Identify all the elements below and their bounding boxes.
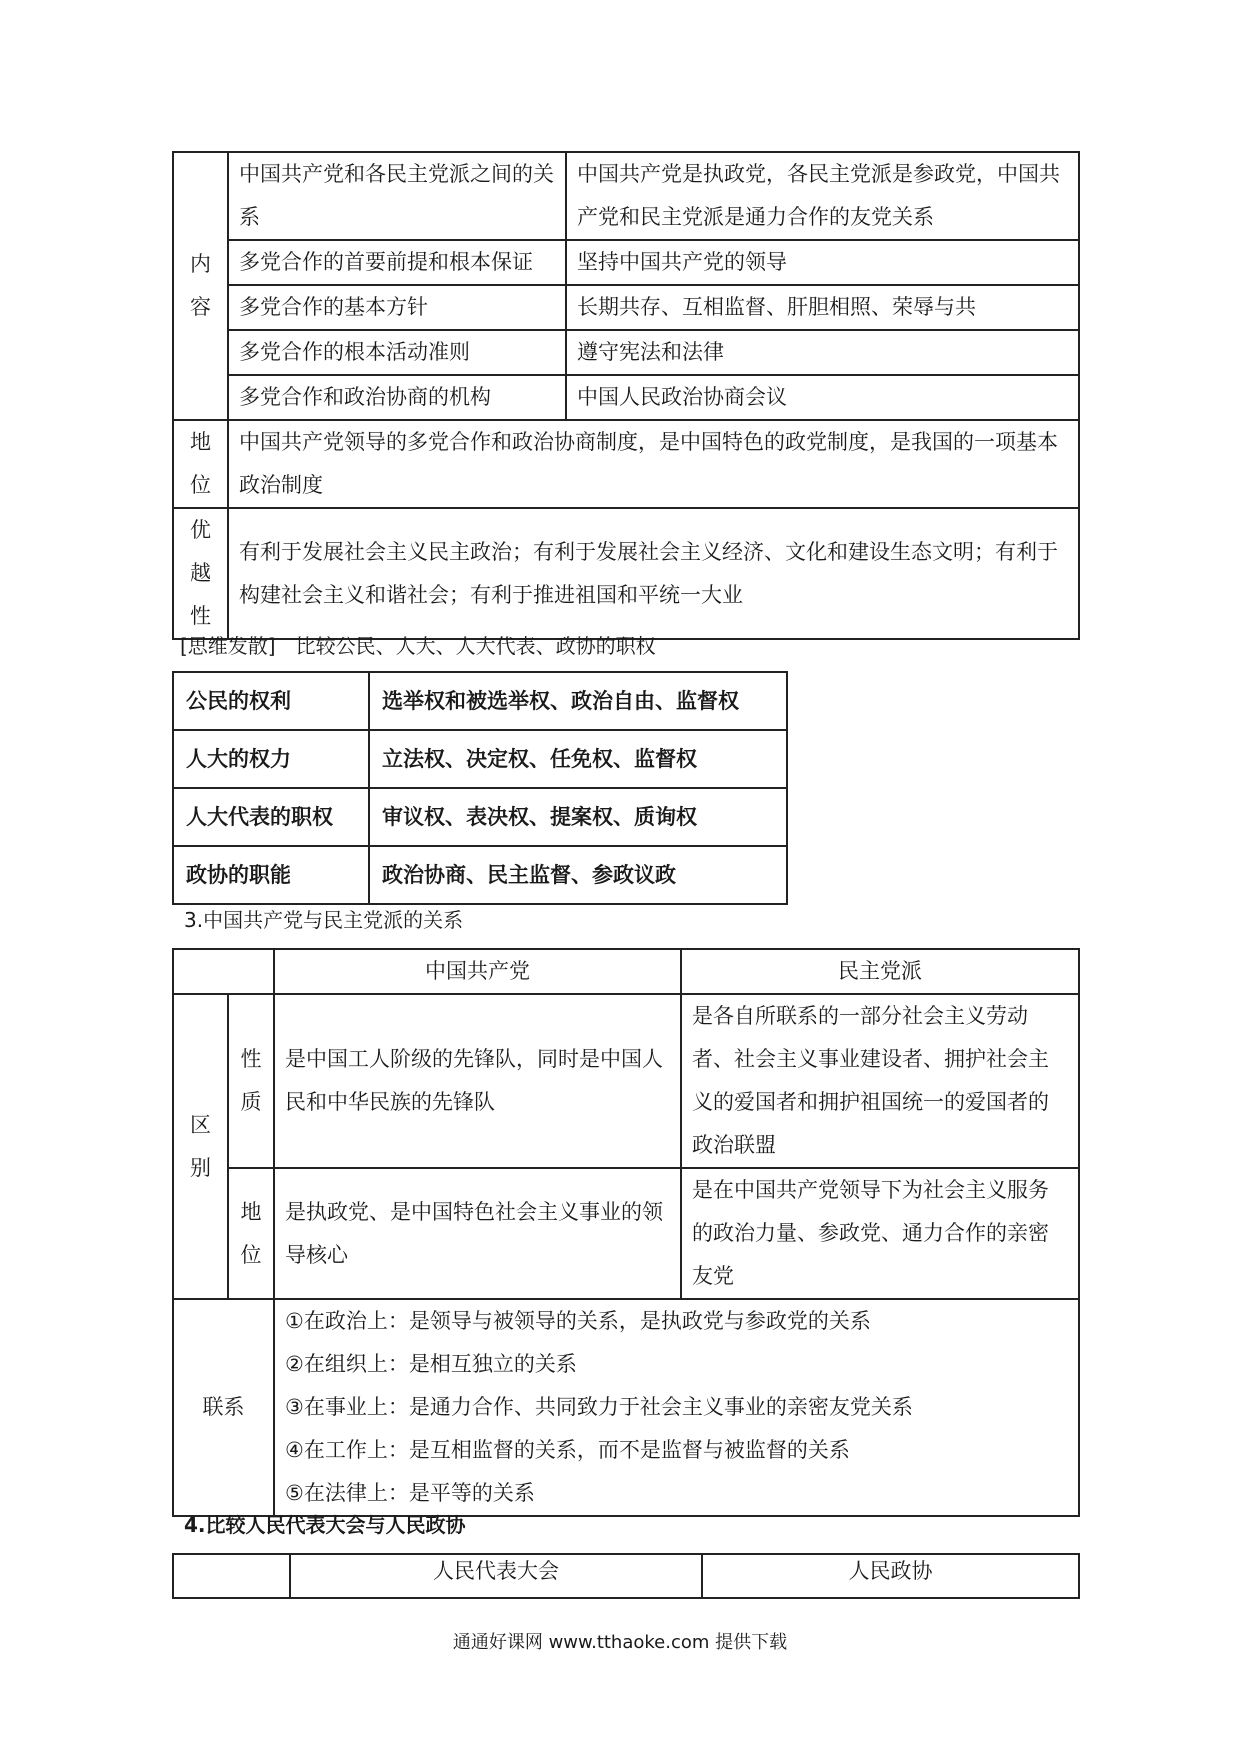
heading-3: 3.中国共产党与民主党派的关系 xyxy=(184,908,464,932)
table-row xyxy=(173,375,1079,420)
table-row xyxy=(173,420,1079,508)
col-header-parties: 民主党派 xyxy=(681,949,1079,994)
table-row xyxy=(173,730,787,788)
empty-header-cell xyxy=(173,1554,290,1598)
link-item: ③在事业上：是通力合作、共同致力于社会主义事业的亲密友党关系 xyxy=(285,1395,913,1419)
table-row xyxy=(173,285,1079,330)
table-row xyxy=(173,846,787,904)
powers-compare-table xyxy=(172,671,788,905)
table-row xyxy=(173,788,787,846)
content-item: 多党合作的基本方针 xyxy=(228,285,566,330)
row-label-link: 联系 xyxy=(173,1299,274,1516)
link-item: ④在工作上：是互相监督的关系，而不是监督与被监督的关系 xyxy=(285,1438,850,1462)
row-label-status: 地 位 xyxy=(173,420,228,508)
content-value: 坚持中国共产党的领导 xyxy=(566,240,1079,285)
cpc-parties-relation-table xyxy=(172,948,1080,1517)
content-cell: 立法权、决定权、任免权、监督权 xyxy=(369,730,787,788)
row-label-content: 内 容 xyxy=(173,152,228,420)
content-value: 长期共存、互相监督、肝胆相照、荣辱与共 xyxy=(566,285,1079,330)
link-item: ②在组织上：是相互独立的关系 xyxy=(285,1352,577,1376)
subject-cell: 人大代表的职权 xyxy=(173,788,369,846)
table-row xyxy=(173,508,1079,639)
table-row xyxy=(173,1299,1079,1516)
row-label-nature: 性 质 xyxy=(228,994,274,1168)
content-value: 遵守宪法和法律 xyxy=(566,330,1079,375)
table-row xyxy=(173,994,1079,1168)
table-row xyxy=(173,1168,1079,1299)
content-cell: 选举权和被选举权、政治自由、监督权 xyxy=(369,672,787,730)
content-value: 中国共产党是执政党，各民主党派是参政党，中国共产党和民主党派是通力合作的友党关系 xyxy=(566,152,1079,240)
heading-thinking: [思维发散] 比较公民、人大、人大代表、政协的职权 xyxy=(180,634,656,658)
subject-cell: 政协的职能 xyxy=(173,846,369,904)
content-cell: 审议权、表决权、提案权、质询权 xyxy=(369,788,787,846)
table-row xyxy=(173,949,1079,994)
heading-4: 4.比较人民代表大会与人民政协 xyxy=(184,1513,466,1537)
content-item: 多党合作的根本活动准则 xyxy=(228,330,566,375)
col-header-npc: 人民代表大会 xyxy=(290,1554,702,1598)
content-value: 中国人民政治协商会议 xyxy=(566,375,1079,420)
content-cell: 政治协商、民主监督、参政议政 xyxy=(369,846,787,904)
table-row xyxy=(173,152,1079,240)
content-item: 多党合作的首要前提和根本保证 xyxy=(228,240,566,285)
position-cpc: 是执政党、是中国特色社会主义事业的领导核心 xyxy=(274,1168,681,1299)
page-footer: 通通好课网 www.tthaoke.com 提供下载 xyxy=(452,1632,788,1653)
npc-cppcc-compare-table xyxy=(172,1553,1080,1599)
row-label-diff: 区 别 xyxy=(173,994,228,1299)
empty-header-cell xyxy=(173,949,274,994)
col-header-cppcc: 人民政协 xyxy=(702,1554,1079,1598)
row-label-position: 地 位 xyxy=(228,1168,274,1299)
nature-parties: 是各自所联系的一部分社会主义劳动者、社会主义事业建设者、拥护社会主义的爱国者和拥护祖国统一的爱国者的政治联盟 xyxy=(681,994,1079,1168)
position-parties: 是在中国共产党领导下为社会主义服务的政治力量、参政党、通力合作的亲密友党 xyxy=(681,1168,1079,1299)
status-text: 中国共产党领导的多党合作和政治协商制度，是中国特色的政党制度，是我国的一项基本政治制度 xyxy=(228,420,1079,508)
row-label-advantage: 优 越 性 xyxy=(173,508,228,639)
content-item: 多党合作和政治协商的机构 xyxy=(228,375,566,420)
link-item: ①在政治上：是领导与被领导的关系，是执政党与参政党的关系 xyxy=(285,1309,871,1333)
table-row xyxy=(173,330,1079,375)
subject-cell: 人大的权力 xyxy=(173,730,369,788)
table-row xyxy=(173,672,787,730)
table-row xyxy=(173,240,1079,285)
content-item: 中国共产党和各民主党派之间的关系 xyxy=(228,152,566,240)
col-header-cpc: 中国共产党 xyxy=(274,949,681,994)
link-item: ⑤在法律上：是平等的关系 xyxy=(285,1481,535,1505)
table-row xyxy=(173,1554,1079,1598)
nature-cpc: 是中国工人阶级的先锋队，同时是中国人民和中华民族的先锋队 xyxy=(274,994,681,1168)
advantage-text: 有利于发展社会主义民主政治；有利于发展社会主义经济、文化和建设生态文明；有利于构建社会主义和谐社会；有利于推进祖国和平统一大业 xyxy=(228,508,1079,639)
party-system-table xyxy=(172,151,1080,640)
subject-cell: 公民的权利 xyxy=(173,672,369,730)
links-cell xyxy=(274,1299,1079,1516)
